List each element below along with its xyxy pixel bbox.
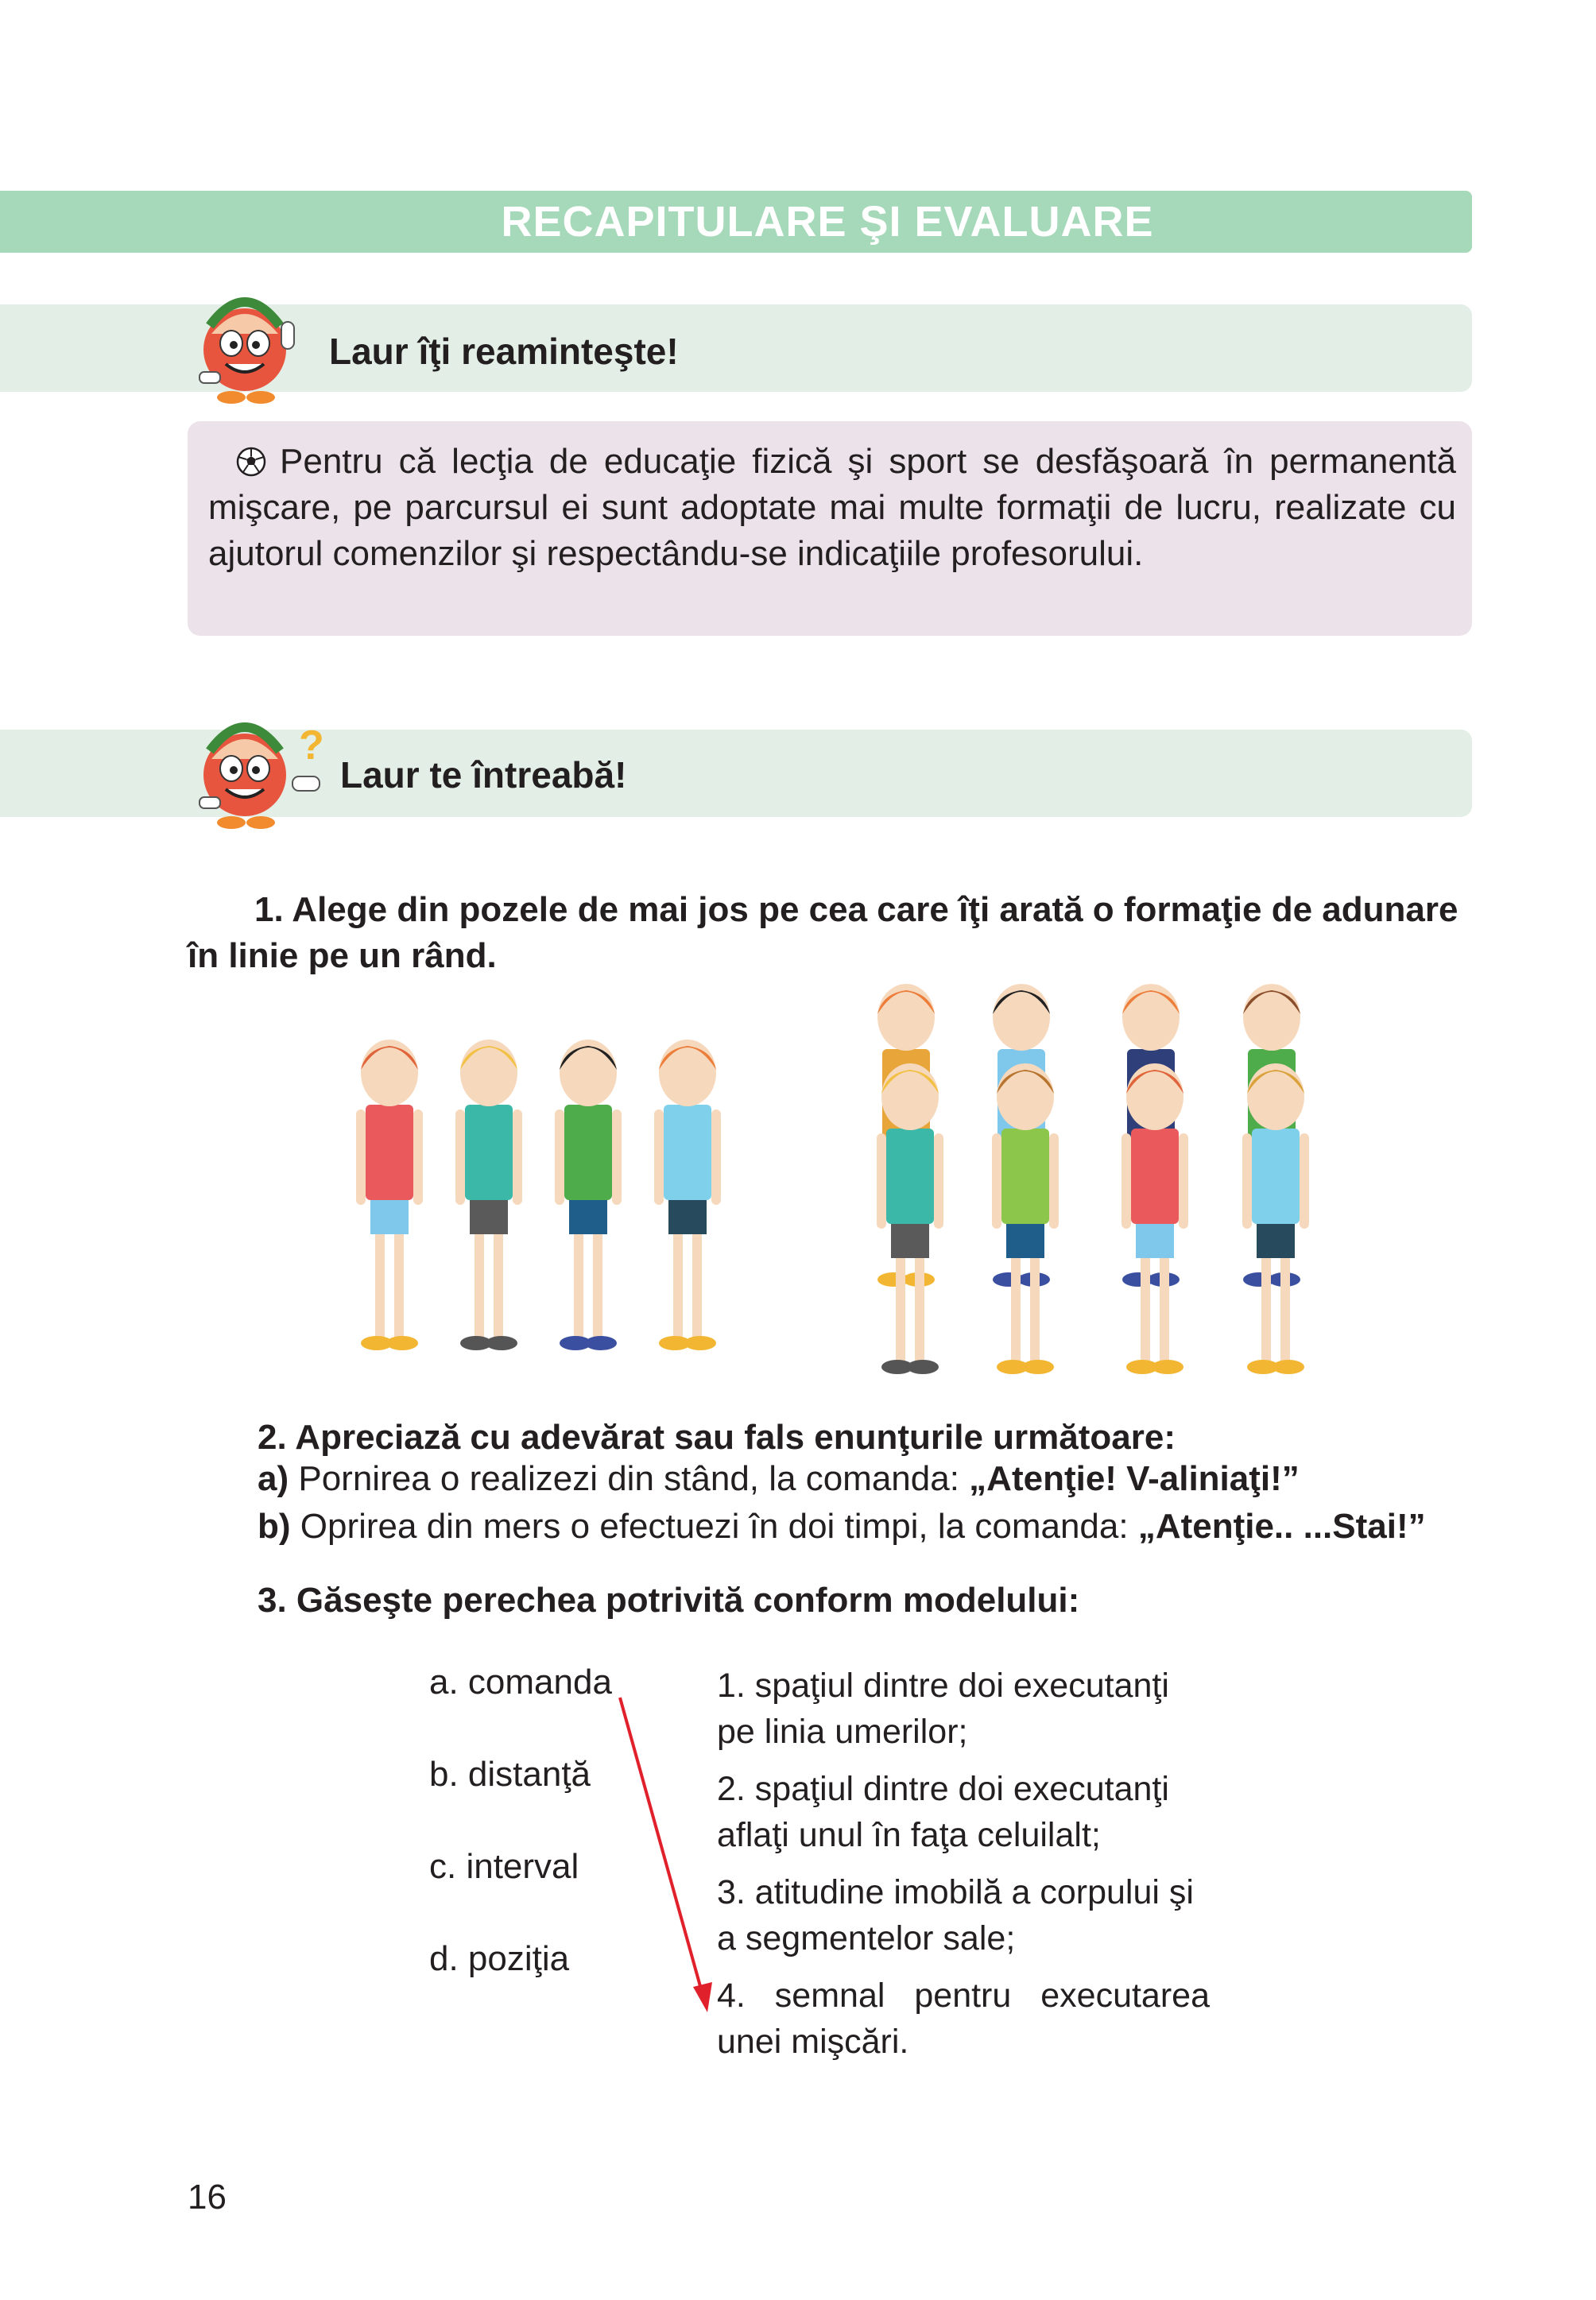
child-figure bbox=[1242, 1063, 1309, 1374]
ask-title: Laur te întreabă! bbox=[340, 754, 627, 796]
child-figure bbox=[1121, 1063, 1188, 1374]
laur-question-mascot-icon bbox=[188, 703, 339, 838]
remind-title: Laur îţi reaminteşte! bbox=[329, 331, 679, 372]
match-def-3: 3. atitudine imobilă a corpului şi a segmentelor sale; bbox=[717, 1873, 1194, 1957]
question-3-title: 3. Găseşte perechea potrivită conform modelului: bbox=[258, 1581, 1080, 1620]
match-term-b: b. distanţă bbox=[429, 1755, 591, 1794]
info-paragraph bbox=[208, 439, 1456, 577]
laur-mascot-icon bbox=[188, 278, 315, 413]
match-def-4: 4. semnal pentru executarea unei mişcări. bbox=[717, 1977, 1210, 2061]
item-b-label: b) bbox=[258, 1507, 291, 1546]
chapter-title: RECAPITULARE ŞI EVALUARE bbox=[501, 198, 1154, 246]
item-a-label: a) bbox=[258, 1459, 289, 1498]
match-term-a: a. comanda bbox=[429, 1663, 612, 1702]
child-figure bbox=[877, 1063, 943, 1374]
child-figure bbox=[455, 1040, 522, 1350]
info-text: Pentru că lecţia de educaţie fizică şi sport se desfăşoară în permanentă mişcare, pe parcursul ei sunt adoptate mai multe formaţii de lucru, realizate cu ajutorul comenzilor şi respectându-se indicaţiile profesorului. bbox=[208, 442, 1456, 573]
item-b-command: „Atenţie.. ...Stai!” bbox=[1137, 1507, 1426, 1546]
question-1-number: 1. bbox=[254, 890, 284, 929]
formation-two-rows-image bbox=[858, 962, 1335, 1375]
question-2-item-b bbox=[258, 1504, 1426, 1550]
soccer-ball-icon bbox=[208, 439, 280, 485]
formation-one-row-image bbox=[342, 1017, 739, 1367]
child-figure bbox=[992, 1063, 1059, 1374]
item-b-text: Oprirea din mers o efectuezi în doi timpi, la comanda: bbox=[300, 1507, 1138, 1546]
item-a-text: Pornirea o realizezi din stând, la comanda: bbox=[298, 1459, 970, 1498]
child-figure bbox=[356, 1040, 423, 1350]
item-a-command: „Atenţie! V-aliniaţi!” bbox=[969, 1459, 1300, 1498]
question-2-title: 2. Apreciază cu adevărat sau fals enunţurile următoare: bbox=[258, 1418, 1176, 1457]
question-1-text: Alege din pozele de mai jos pe cea care îţi arată o formaţie de adunare în linie pe un rând. bbox=[188, 890, 1458, 975]
chapter-title-band bbox=[0, 191, 1472, 253]
question-2-item-a bbox=[258, 1456, 1300, 1502]
page-number: 16 bbox=[188, 2178, 227, 2217]
match-term-c: c. interval bbox=[429, 1847, 579, 1886]
match-def-2: 2. spaţiul dintre doi executanţi aflaţi unul în faţa celuilalt; bbox=[717, 1770, 1169, 1854]
child-figure bbox=[555, 1040, 622, 1350]
svg-text:?: ? bbox=[299, 722, 324, 769]
model-arrow-icon bbox=[604, 1685, 731, 2019]
match-def-1: 1. spaţiul dintre doi executanţi pe linia umerilor; bbox=[717, 1667, 1169, 1751]
child-figure bbox=[654, 1040, 721, 1350]
match-term-d: d. poziţia bbox=[429, 1939, 570, 1978]
